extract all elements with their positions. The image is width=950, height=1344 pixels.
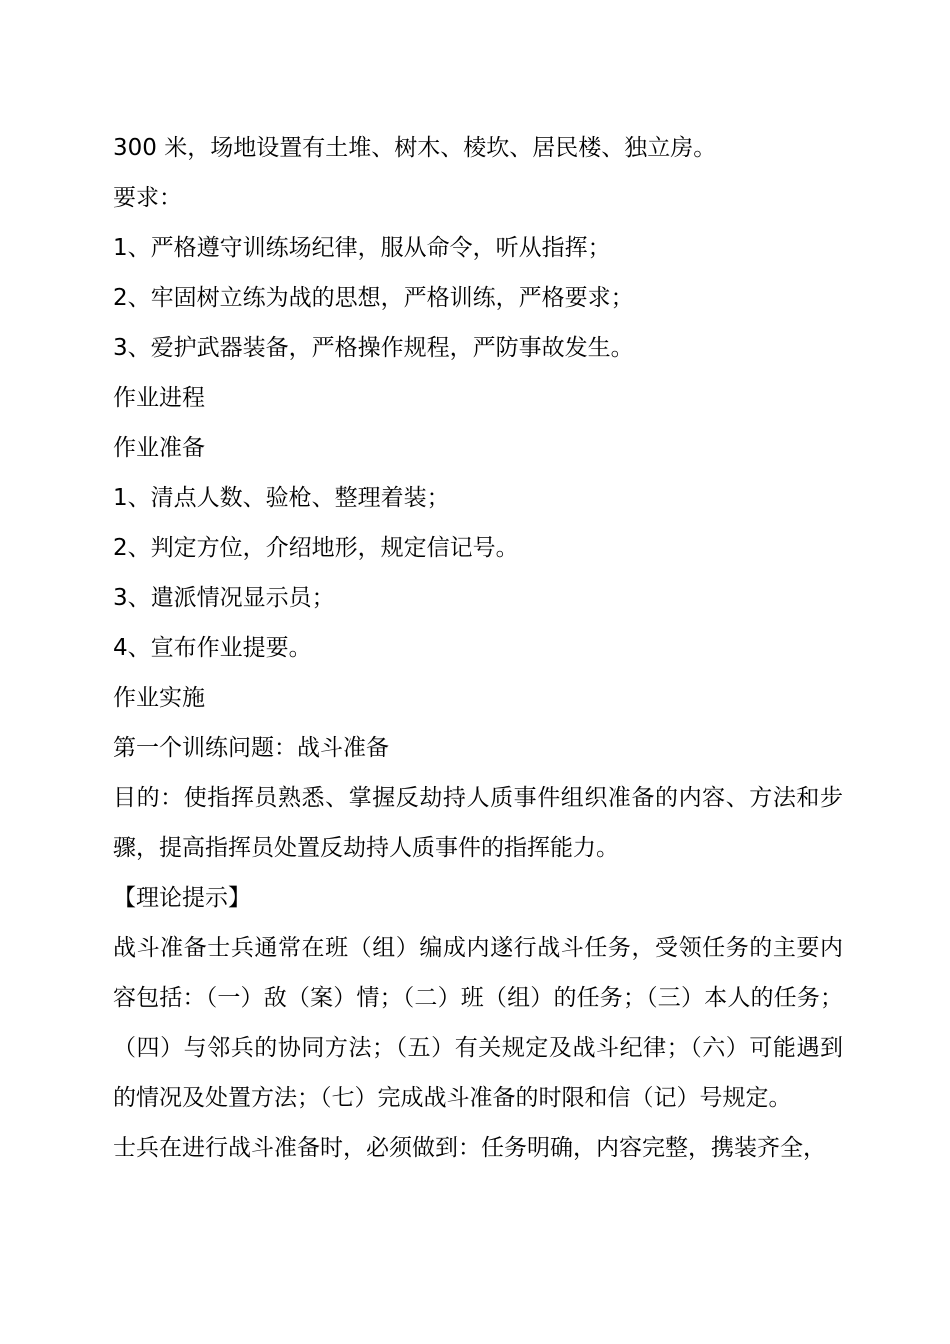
theory-paragraph: 战斗准备士兵通常在班（组）编成内遂行战斗任务，受领任务的主要内容包括：（一）敌（案）情；（二）班（组）的任务；（三）本人的任务；（四）与邻兵的协同方法；（五）有关规定及战斗纪律；（六）可能遇到的情况及处置方法；（七）完成战斗准备的时限和信（记）号规定。 — [113, 935, 843, 1111]
preparation-item-4: 4、宣布作业提要。 — [113, 635, 312, 661]
process-heading: 作业进程 — [113, 385, 205, 411]
requirement-item-1: 1、严格遵守训练场纪律，服从命令，听从指挥； — [113, 235, 611, 261]
requirement-item-3: 3、爱护武器装备，严格操作规程，严防事故发生。 — [113, 335, 634, 361]
training-question-heading: 第一个训练问题：战斗准备 — [113, 735, 389, 761]
preparation-heading: 作业准备 — [113, 435, 205, 461]
closing-line: 士兵在进行战斗准备时，必须做到：任务明确，内容完整，携装齐全， — [113, 1135, 826, 1161]
preparation-item-1: 1、清点人数、验枪、整理着装； — [113, 485, 450, 511]
site-description-line: 300 米，场地设置有土堆、树木、棱坎、居民楼、独立房。 — [113, 135, 717, 161]
document-body — [113, 123, 843, 1173]
requirements-heading: 要求： — [113, 185, 182, 211]
requirement-item-2: 2、牢固树立练为战的思想，严格训练，严格要求； — [113, 285, 634, 311]
preparation-item-2: 2、判定方位，介绍地形，规定信记号。 — [113, 535, 519, 561]
implementation-heading: 作业实施 — [113, 685, 205, 711]
purpose-paragraph: 目的：使指挥员熟悉、掌握反劫持人质事件组织准备的内容、方法和步骤，提高指挥员处置反劫持人质事件的指挥能力。 — [113, 785, 843, 861]
theory-heading: 【理论提示】 — [113, 885, 251, 911]
preparation-item-3: 3、遣派情况显示员； — [113, 585, 335, 611]
